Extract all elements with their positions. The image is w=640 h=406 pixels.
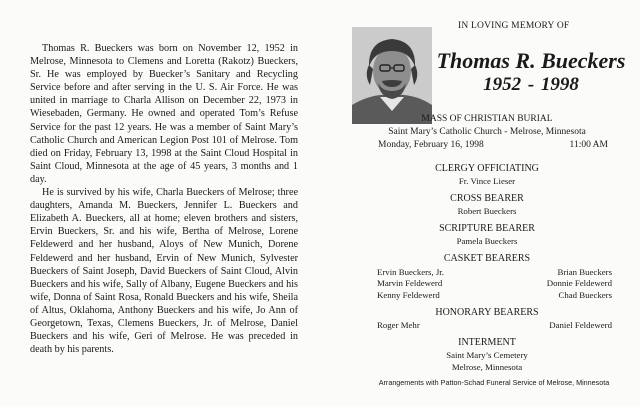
casket-bearer: Ervin Bueckers, Jr. xyxy=(377,267,444,277)
funeral-arrangements-note: Arrangements with Patton-Schad Funeral Service of Melrose, Minnesota xyxy=(378,378,610,387)
casket-bearer: Kenny Feldewerd xyxy=(377,289,440,300)
obituary-paragraph-2: He is survived by his wife, Charla Bueckers of Melrose; three daughters, Amanda M. Bueckers, Jennifer L. Bueckers and Elizabeth A. Bueckers, all at home; eleven brothers and sisters, Ervin Bueckers, Sr. and his wife, Bertha of Melrose, Lorene Feldewerd and her husband, Aloys of New Munich, Dorene Feldewerd and her husband, Ervin of New Munich, Sylvester Bueckers of Saint Joseph, David Bueckers of Saint Cloud, Alvin Bueckers and his wife, Sally of Albany, Eugene Bueckers and his wife, Donna of Saint Rosa, Ronald Bueckers and his wife, Sheila of Altus, Oklahoma, Anthony Bueckers and his wife, Jo Ann of Georgetown, Texas, Clemens Bueckers, Jr. of Melrose, Daniel Bueckers and his wife, Geri of Melrose. He was preceded in death by his parents. xyxy=(30,187,298,356)
honorary-bearers-title: HONORARY BEARERS xyxy=(435,307,539,318)
memory-heading: IN LOVING MEMORY OF xyxy=(458,21,570,31)
deceased-name: Thomas R. Bueckers xyxy=(436,48,626,73)
obituary-paragraph-1: Thomas R. Bueckers was born on November 12, 1952 in Melrose, Minnesota to Clemens and Loretta (Rakotz) Bueckers, Sr. He was employed by Buecker’s Sanitary and Recycling Service before and after serving in the U. S. Air Force. He was united in marriage to Charla Allison on December 22, 1973 in Wiesebaden, Germany. He owned and operated Tom’s Refuse Service for the past 12 years. He was a member of Saint Mary’s Catholic Church and American Legion Post 101 of Melrose. Tom died on Friday, February 13, 1998 at the Saint Cloud Hospital in Saint Cloud, Minnesota at the age of 45 years, 3 months and 1 day. xyxy=(30,43,298,185)
mass-date: Monday, February 16, 1998 xyxy=(378,140,484,150)
mass-title: MASS OF CHRISTIAN BURIAL xyxy=(421,114,553,124)
casket-bearer: Brian Bueckers xyxy=(557,267,612,277)
obituary-text xyxy=(30,42,298,356)
casket-bearers-right xyxy=(547,267,612,301)
honorary-bearer: Daniel Feldewerd xyxy=(549,320,612,330)
clergy-title: CLERGY OFFICIATING xyxy=(435,163,539,174)
interment-city: Melrose, Minnesota xyxy=(451,362,523,372)
mass-datetime xyxy=(378,140,608,150)
life-years: 1952 - 1998 xyxy=(483,74,579,95)
casket-bearers-title: CASKET BEARERS xyxy=(443,253,531,264)
casket-bearer: Chad Bueckers xyxy=(558,289,612,300)
mass-church: Saint Mary’s Catholic Church - Melrose, Minnesota xyxy=(388,127,586,137)
mass-time: 11:00 AM xyxy=(569,140,608,150)
cross-bearer-name: Robert Bueckers xyxy=(457,206,517,216)
portrait-image xyxy=(352,27,432,124)
interment-title: INTERMENT xyxy=(458,337,516,348)
cross-bearer-title: CROSS BEARER xyxy=(450,193,524,204)
scripture-bearer-title: SCRIPTURE BEARER xyxy=(439,223,535,234)
interment-place: Saint Mary’s Cemetery xyxy=(446,350,528,360)
clergy-name: Fr. Vince Lieser xyxy=(458,176,516,186)
scripture-bearer-name: Pamela Bueckers xyxy=(456,236,518,246)
casket-bearers-left xyxy=(377,267,444,301)
honorary-bearer: Roger Mehr xyxy=(377,320,420,330)
casket-bearer: Marvin Feldewerd xyxy=(377,278,443,289)
portrait-photo xyxy=(352,27,432,124)
casket-bearer: Donnie Feldewerd xyxy=(546,278,612,289)
